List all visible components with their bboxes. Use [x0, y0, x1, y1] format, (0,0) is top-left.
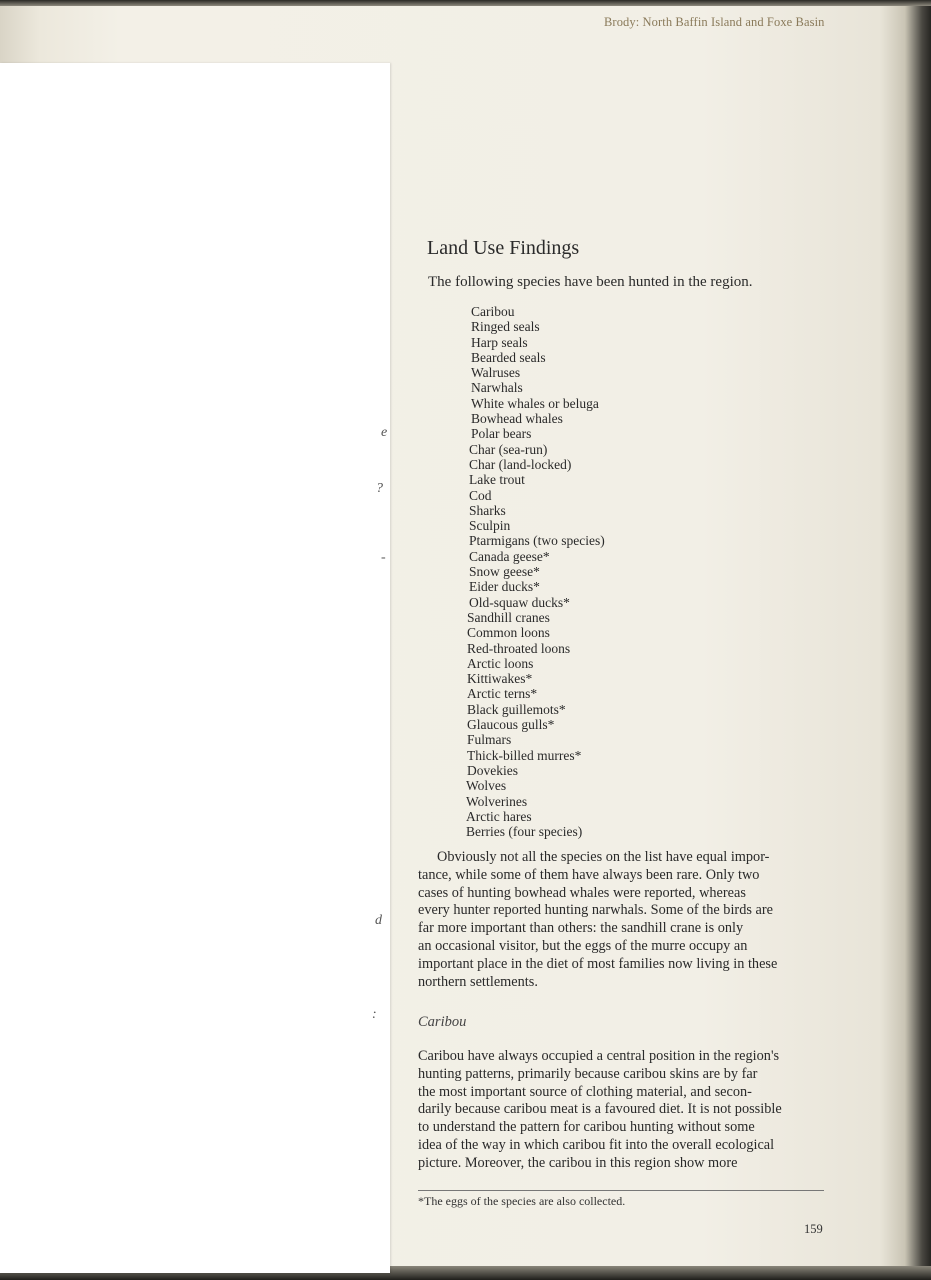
species-item: Narwhals	[471, 380, 523, 396]
paragraph-line: hunting patterns, primarily because caribou skins are by far	[418, 1065, 758, 1082]
species-item: Char (sea-run)	[469, 441, 548, 457]
body-paragraph	[418, 1048, 782, 1173]
species-item: Wolves	[466, 778, 507, 794]
species-item: Arctic terns*	[467, 686, 538, 702]
paragraph-line: Caribou have always occupied a central position in the region's	[418, 1048, 780, 1064]
species-item: Eider ducks*	[469, 579, 540, 595]
paragraph-line: picture. Moreover, the caribou in this region show more	[418, 1154, 738, 1171]
species-item: Berries (four species)	[466, 824, 583, 840]
body-paragraph	[418, 849, 777, 991]
paragraph-line: tance, while some of them have always been rare. Only two	[418, 866, 760, 883]
paragraph-line: to understand the pattern for caribou hunting without some	[418, 1119, 755, 1136]
species-list	[466, 304, 605, 839]
left-page-residue-char: :	[372, 1007, 377, 1022]
species-item: Wolverines	[466, 793, 528, 809]
species-item: Polar bears	[471, 426, 532, 442]
species-item: Snow geese*	[469, 564, 540, 580]
paragraph-line: cases of hunting bowhead whales were reported, whereas	[418, 884, 746, 901]
species-item: Common loons	[467, 625, 550, 641]
species-item: Arctic hares	[466, 808, 532, 824]
paragraph-line: far more important than others: the sandhill crane is only	[418, 920, 744, 937]
species-item: Walruses	[471, 365, 521, 381]
paragraph-line: the most important source of clothing material, and secon-	[418, 1083, 752, 1100]
species-item: Old-squaw ducks*	[469, 594, 570, 610]
species-item: Bowhead whales	[471, 411, 563, 427]
page-number: 159	[804, 1222, 823, 1236]
species-item: Black guillemots*	[467, 701, 566, 717]
left-page-residue-char: ?	[376, 481, 383, 496]
running-header: Brody: North Baffin Island and Foxe Basin	[604, 15, 825, 29]
species-item: Glaucous gulls*	[467, 717, 555, 733]
section-heading: Land Use Findings	[427, 237, 580, 259]
paragraph-line: Obviously not all the species on the list have equal impor-	[437, 849, 770, 865]
species-item: Harp seals	[471, 334, 528, 350]
species-item: Dovekies	[467, 762, 518, 778]
species-item: Ptarmigans (two species)	[469, 533, 605, 549]
footnote-divider	[418, 1190, 824, 1191]
species-item: Sharks	[469, 502, 506, 518]
species-item: Arctic loons	[467, 655, 534, 671]
species-item: Red-throated loons	[467, 640, 571, 656]
paragraph-line: important place in the diet of most families now living in these	[418, 955, 778, 972]
left-page-residue-char: d	[375, 913, 382, 928]
species-item: Bearded seals	[471, 349, 546, 365]
paragraph-line: idea of the way in which caribou fit into the overall ecological	[418, 1136, 775, 1153]
species-item: Cod	[469, 487, 492, 503]
paragraph-line: every hunter reported hunting narwhals. Some of the birds are	[418, 902, 773, 919]
species-item: Lake trout	[469, 472, 525, 488]
species-item: Canada geese*	[469, 548, 550, 564]
species-item: Sandhill cranes	[467, 609, 550, 625]
species-item: Caribou	[471, 304, 515, 319]
species-item: Fulmars	[467, 732, 512, 748]
intro-text: The following species have been hunted in the region.	[428, 274, 753, 290]
species-item: Thick-billed murres*	[467, 747, 582, 763]
footnote: *The eggs of the species are also collected.	[418, 1194, 626, 1208]
paragraph-line: darily because caribou meat is a favoured diet. It is not possible	[418, 1101, 782, 1118]
left-page-residue-char: e	[381, 425, 388, 440]
species-item: Kittiwakes*	[467, 671, 533, 687]
left-page-residue-char: -	[381, 550, 386, 565]
species-item: Char (land-locked)	[469, 456, 572, 472]
species-item: White whales or beluga	[471, 395, 599, 411]
paragraph-line: an occasional visitor, but the eggs of the murre occupy an	[418, 937, 748, 954]
species-item: Ringed seals	[471, 319, 540, 335]
subsection-heading: Caribou	[418, 1014, 467, 1030]
paragraph-line: northern settlements.	[418, 973, 538, 990]
scan-top-edge	[0, 0, 931, 6]
white-overlay-sheet	[0, 63, 390, 1273]
species-item: Sculpin	[469, 518, 511, 534]
